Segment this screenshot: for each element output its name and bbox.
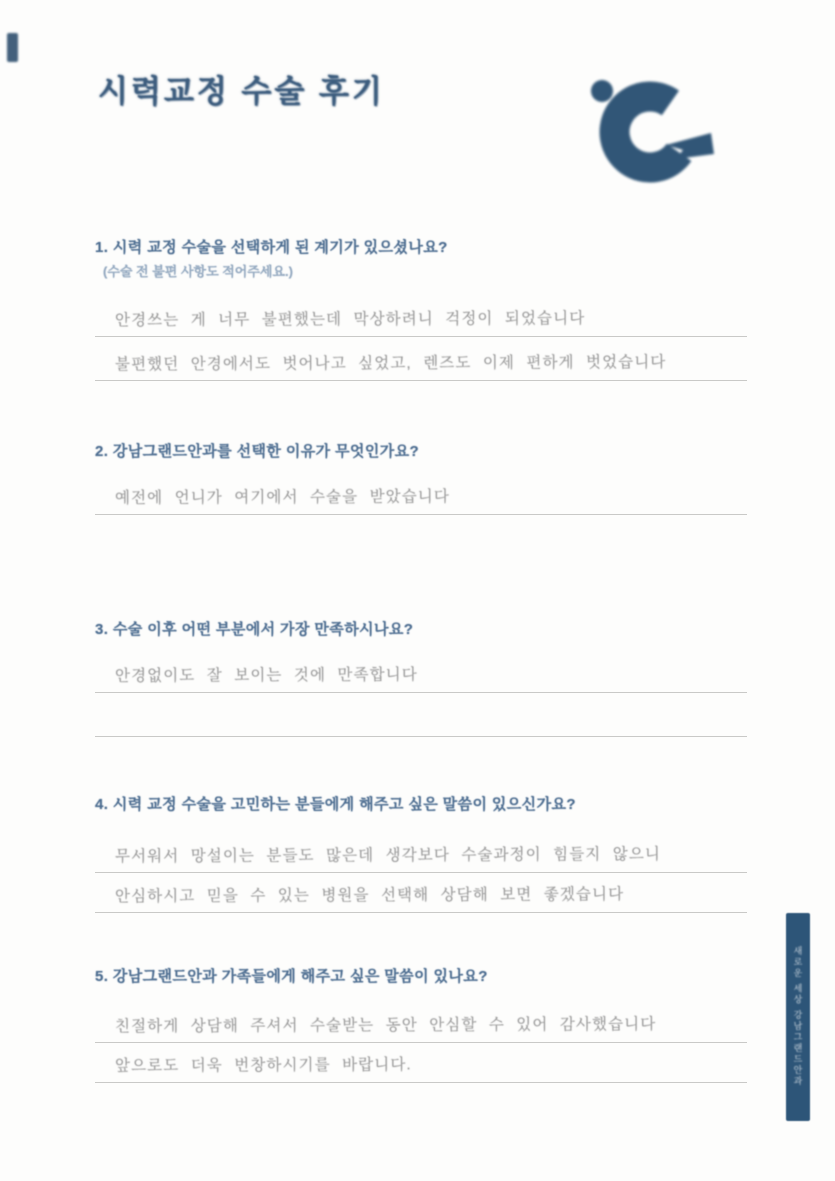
question-1-number: 1. — [95, 239, 109, 256]
handwritten-answer: 안심하시고 믿을 수 있는 병원을 선택해 상담해 보면 좋겠습니다 — [114, 885, 625, 906]
page-title: 시력교정 수술 후기 — [98, 74, 385, 109]
answer-line — [95, 639, 747, 693]
question-2-heading — [95, 440, 747, 461]
answer-line — [95, 986, 747, 1043]
answer-line — [95, 337, 747, 381]
handwritten-answer: 안경없이도 잘 보이는 것에 만족합니다 — [114, 666, 418, 685]
question-section-4 — [95, 793, 747, 913]
question-4-number: 4. — [95, 796, 109, 813]
question-1-subheading: (수술 전 불편 사항도 적어주세요.) — [103, 264, 293, 279]
question-3-label: 수술 이후 어떤 부분에서 가장 만족하시나요? — [112, 621, 414, 638]
answer-line — [95, 461, 747, 515]
handwritten-answer: 친절하게 상담해 주셔서 수술받는 동안 안심할 수 있어 감사했습니다 — [114, 1015, 657, 1036]
handwritten-answer: 무서워서 망설이는 분들도 많은데 생각보다 수술과정이 힘들지 않으니 — [114, 845, 662, 866]
question-3-number: 3. — [95, 621, 109, 638]
answer-line — [95, 1043, 747, 1083]
question-5-number: 5. — [95, 968, 109, 985]
answer-line — [95, 280, 747, 337]
side-ribbon-text: 새로운 세상 강남그랜드안과 — [792, 946, 803, 1088]
question-2-number: 2. — [95, 443, 109, 460]
scan-artifact-mark — [7, 33, 18, 62]
question-5-heading — [95, 965, 747, 986]
logo-dot — [591, 80, 613, 102]
side-ribbon-stamp — [786, 913, 810, 1121]
question-section-1 — [95, 236, 747, 381]
question-2-label: 강남그랜드안과를 선택한 이유가 무엇인가요? — [112, 443, 420, 460]
answer-line-empty — [95, 693, 747, 737]
handwritten-answer: 안경쓰는 게 너무 불편했는데 막상하려니 걱정이 되었습니다 — [114, 309, 586, 330]
question-3-heading — [95, 618, 747, 639]
question-section-2 — [95, 440, 747, 515]
logo-g-ring — [615, 96, 680, 167]
question-5-label: 강남그랜드안과 가족들에게 해주고 싶은 말씀이 있나요? — [112, 968, 488, 985]
answer-line — [95, 814, 747, 873]
question-4-heading — [95, 793, 747, 814]
handwritten-answer: 예전에 언니가 여기에서 수술을 받았습니다 — [114, 488, 450, 507]
question-section-5 — [95, 965, 747, 1083]
clinic-logo — [583, 55, 731, 185]
handwritten-answer: 불편했던 안경에서도 벗어나고 싶었고, 렌즈도 이제 편하게 벗었습니다 — [114, 353, 667, 374]
handwritten-answer: 앞으로도 더욱 번창하시기를 바랍니다. — [114, 1056, 412, 1075]
question-section-3 — [95, 618, 747, 737]
answer-line — [95, 873, 747, 913]
g-logo-icon — [583, 55, 731, 185]
question-1-label: 시력 교정 수술을 선택하게 된 계기가 있으셨나요? — [112, 239, 448, 256]
question-4-label: 시력 교정 수술을 고민하는 분들에게 해주고 싶은 말씀이 있으신가요? — [112, 796, 576, 813]
question-1-heading — [95, 236, 747, 257]
